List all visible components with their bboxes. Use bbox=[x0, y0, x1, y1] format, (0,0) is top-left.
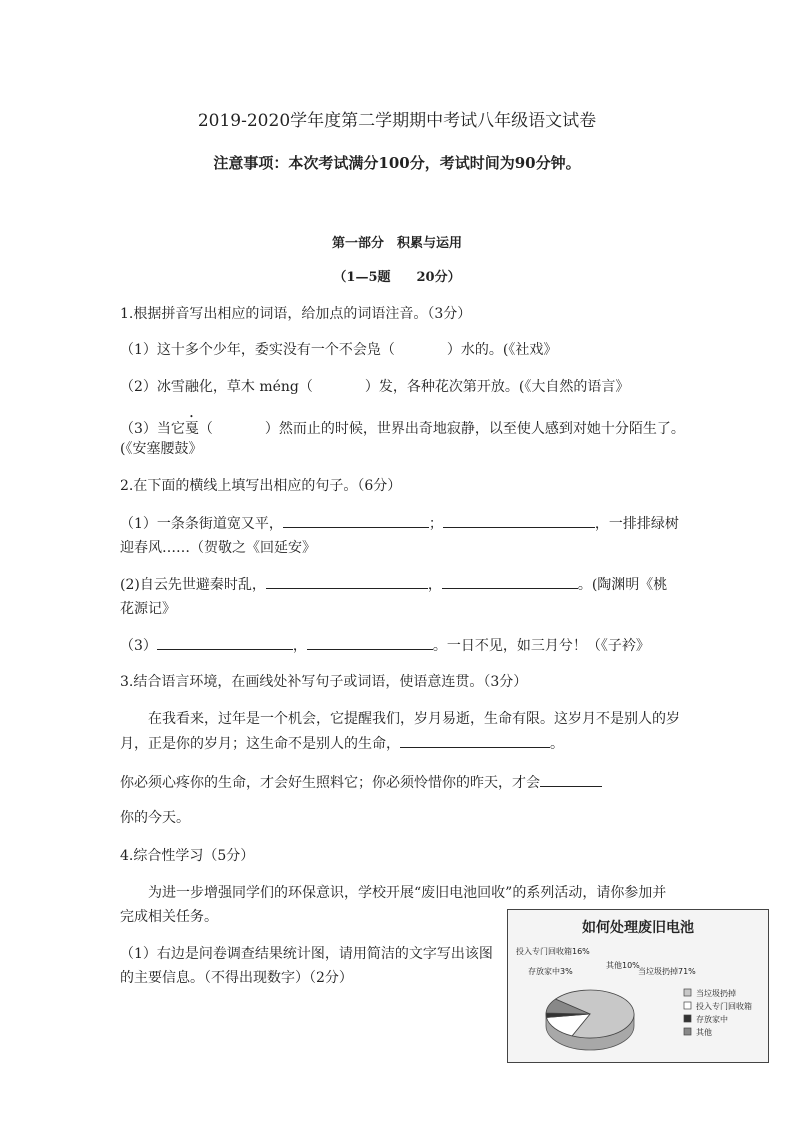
q3-blank-1[interactable] bbox=[400, 731, 550, 748]
q2-blank-2[interactable] bbox=[443, 511, 595, 528]
q2-blank-1[interactable] bbox=[283, 511, 429, 528]
q2-item-2-cont: 花源记》 bbox=[120, 601, 176, 617]
battery-survey-chart bbox=[507, 909, 769, 1063]
q2-blank-4[interactable] bbox=[442, 572, 578, 589]
dotted-char: 戛 bbox=[184, 421, 199, 437]
q1-item-3: （3）当它戛（ ）然而止的时候，世界出奇地寂静，以至使人感到对她十分陌生了。 bbox=[120, 421, 685, 437]
q1-item-2: （2）冰雪融化，草木 méng（ ）发，各种花次第开放。(《大自然的语言》 bbox=[120, 379, 630, 395]
q4-task-1-line-2: 的主要信息。（不得出现数字）（2分） bbox=[120, 970, 353, 986]
q2-item-1-cont: 迎春风……（贺敬之《回延安》 bbox=[120, 540, 316, 556]
slice-label-trash: 当垃圾扔掉71% bbox=[638, 967, 696, 976]
q3-para-line-2: 月，正是你的岁月；这生命不是别人的生命， 。 bbox=[120, 731, 564, 756]
slice-label-stored-home: 存放家中3% bbox=[528, 967, 573, 976]
legend-label-trash: 当垃圾扔掉 bbox=[696, 989, 736, 998]
q2-stem: 2.在下面的横线上填写出相应的句子。（6分） bbox=[120, 478, 402, 494]
q3-blank-2[interactable] bbox=[540, 770, 602, 787]
q4-para-line-1: 为进一步增强同学们的环保意识，学校开展“废旧电池回收”的系列活动，请你参加并 bbox=[148, 885, 667, 901]
q3-para-line-1: 在我看来，过年是一个机会，它提醒我们，岁月易逝，生命有限。这岁月不是别人的岁 bbox=[148, 711, 680, 727]
q2-item-2: (2)自云先世避秦时乱， ， 。(陶渊明《桃 bbox=[120, 572, 667, 597]
part1-subheading: （1—5题 20分） bbox=[333, 270, 461, 285]
legend-label-stored-home: 存放家中 bbox=[696, 1015, 728, 1024]
exam-notice: 注意事项：本次考试满分100分，考试时间为90分钟。 bbox=[213, 154, 581, 172]
q2-item-1: （1）一条条街道宽又平， ； ，一排排绿树 bbox=[120, 511, 679, 536]
slice-label-other: 其他10% bbox=[606, 961, 640, 970]
part1-heading: 第一部分 积累与运用 bbox=[331, 236, 462, 251]
slice-label-recycle-box: 投入专门回收箱16% bbox=[516, 947, 590, 956]
legend-label-other: 其他 bbox=[696, 1028, 712, 1037]
q4-stem: 4.综合性学习（5分） bbox=[120, 848, 255, 864]
q3-stem: 3.结合语言环境，在画线处补写句子或词语，使语意连贯。（3分） bbox=[120, 674, 528, 690]
legend-swatch-other bbox=[684, 1028, 691, 1035]
legend-swatch-trash bbox=[684, 989, 691, 996]
q1-item-1: （1）这十多个少年，委实没有一个不会凫（ ）水的。(《社戏》 bbox=[120, 342, 558, 358]
q2-blank-5[interactable] bbox=[157, 633, 293, 650]
q3-para-line-3: 你必须心疼你的生命，才会好生照料它；你必须怜惜你的昨天，才会 bbox=[120, 770, 602, 795]
exam-title: 2019-2020学年度第二学期期中考试八年级语文试卷 bbox=[197, 111, 597, 131]
q2-blank-3[interactable] bbox=[266, 572, 428, 589]
q4-para-line-2: 完成相关任务。 bbox=[120, 909, 218, 925]
legend-label-recycle-box: 投入专门回收箱 bbox=[696, 1002, 752, 1011]
q3-para-line-4: 你的今天。 bbox=[120, 810, 190, 826]
q1-stem: 1.根据拼音写出相应的词语，给加点的词语注音。（3分） bbox=[120, 306, 472, 322]
pie-chart-svg bbox=[508, 910, 768, 1062]
legend-swatch-recycle-box bbox=[684, 1002, 691, 1009]
q1-item-3-source: (《安塞腰鼓》 bbox=[120, 441, 203, 457]
q4-task-1-line-1: （1）右边是问卷调查结果统计图，请用简洁的文字写出该图 bbox=[120, 946, 493, 962]
chart-title: 如何处理废旧电池 bbox=[582, 920, 694, 936]
legend-swatch-stored-home bbox=[684, 1015, 691, 1022]
q2-item-3: （3） ， 。一日不见，如三月兮！（《子衿》 bbox=[120, 633, 650, 658]
q2-blank-6[interactable] bbox=[307, 633, 433, 650]
